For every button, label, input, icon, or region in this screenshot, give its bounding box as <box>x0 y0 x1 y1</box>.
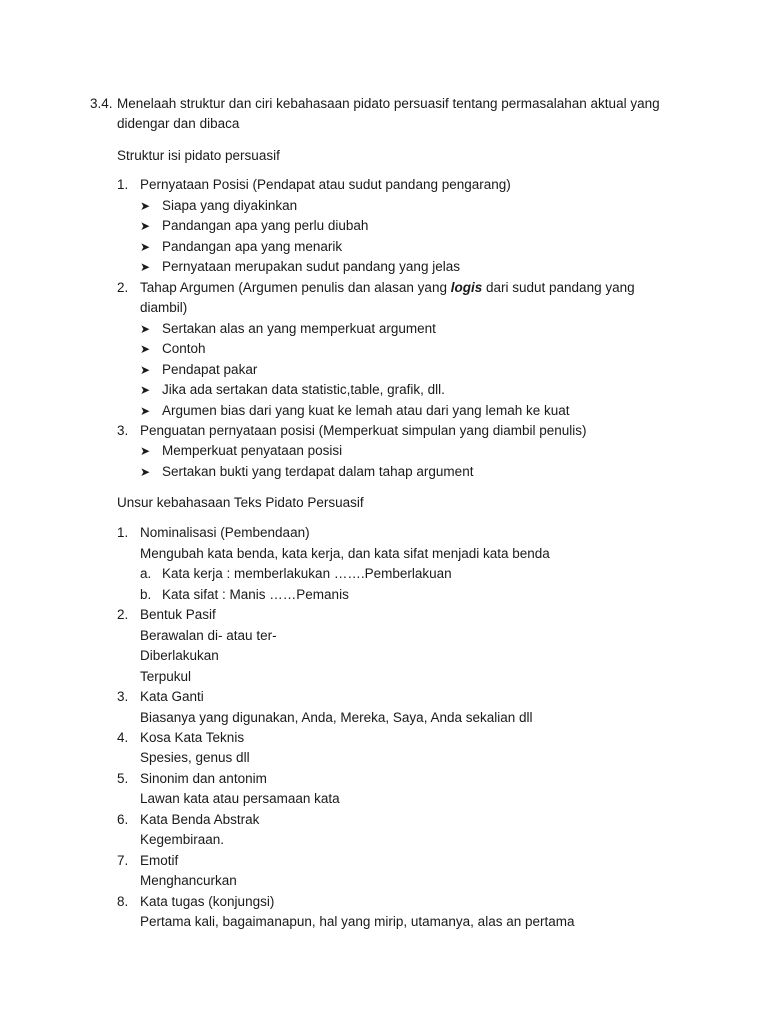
language-item-line: Terpukul <box>140 669 192 684</box>
structure-bullet: Contoh <box>162 341 206 356</box>
language-item-line: Menghancurkan <box>140 873 237 888</box>
sub-item-text: Kata sifat : Manis ……Pemanis <box>162 587 349 602</box>
structure-title: Struktur isi pidato persuasif <box>117 148 280 163</box>
structure-bullet: Jika ada sertakan data statistic,table, grafik, dll. <box>162 382 445 397</box>
structure-item-text-line2: diambil) <box>140 300 188 315</box>
structure-item-number: 3. <box>117 423 129 438</box>
language-item-line: Berawalan di- atau ter- <box>140 628 277 643</box>
arrowhead-bullet-icon: ➤ <box>140 404 151 418</box>
language-item-text: Kata Benda Abstrak <box>140 812 260 827</box>
sub-item-text: Kata kerja : memberlakukan …….Pemberlakuan <box>162 566 452 581</box>
language-item-line: Pertama kali, bagaimanapun, hal yang mirip, utamanya, alas an pertama <box>140 914 575 929</box>
language-item-text: Emotif <box>140 853 179 868</box>
structure-bullet: Pandangan apa yang perlu diubah <box>162 218 369 233</box>
arrowhead-bullet-icon: ➤ <box>140 363 151 377</box>
language-item-text: Sinonim dan antonim <box>140 771 267 786</box>
structure-bullet: Argumen bias dari yang kuat ke lemah atau dari yang lemah ke kuat <box>162 403 570 418</box>
structure-item-text-before: Tahap Argumen (Argumen penulis dan alasan yang <box>140 280 451 295</box>
language-item-number: 2. <box>117 607 129 622</box>
language-item-line: Lawan kata atau persamaan kata <box>140 791 340 806</box>
heading-line-1: Menelaah struktur dan ciri kebahasaan pidato persuasif tentang permasalahan aktual yang <box>117 96 660 111</box>
arrowhead-bullet-icon: ➤ <box>140 322 151 336</box>
structure-bullet: Memperkuat penyataan posisi <box>162 443 343 458</box>
sub-item-label: b. <box>140 587 152 602</box>
structure-item-text-after: dari sudut pandang yang <box>482 280 635 295</box>
structure-bullet: Pendapat pakar <box>162 362 258 377</box>
language-item-number: 1. <box>117 525 129 540</box>
arrowhead-bullet-icon: ➤ <box>140 383 151 397</box>
language-item-number: 7. <box>117 853 129 868</box>
language-item-line: Diberlakukan <box>140 648 219 663</box>
structure-bullet: Pandangan apa yang menarik <box>162 239 343 254</box>
structure-bullet: Siapa yang diyakinkan <box>162 198 298 213</box>
language-item-number: 8. <box>117 894 129 909</box>
structure-bullet: Sertakan alas an yang memperkuat argument <box>162 321 436 336</box>
structure-item-number: 2. <box>117 280 129 295</box>
language-item-number: 4. <box>117 730 129 745</box>
language-item-text: Bentuk Pasif <box>140 607 216 622</box>
heading-number: 3.4. <box>90 96 113 111</box>
structure-item-text: Penguatan pernyataan posisi (Memperkuat simpulan yang diambil penulis) <box>140 423 587 438</box>
arrowhead-bullet-icon: ➤ <box>140 260 151 274</box>
language-item-line: Biasanya yang digunakan, Anda, Mereka, Saya, Anda sekalian dll <box>140 710 533 725</box>
arrowhead-bullet-icon: ➤ <box>140 465 151 479</box>
language-item-line: Mengubah kata benda, kata kerja, dan kata sifat menjadi kata benda <box>140 546 550 561</box>
sub-item-label: a. <box>140 566 152 581</box>
language-item-text: Kosa Kata Teknis <box>140 730 245 745</box>
language-item-text: Kata tugas (konjungsi) <box>140 894 275 909</box>
language-title: Unsur kebahasaan Teks Pidato Persuasif <box>117 495 364 510</box>
arrowhead-bullet-icon: ➤ <box>140 342 151 356</box>
emphasis-logis: logis <box>450 280 483 295</box>
language-item-line: Spesies, genus dll <box>140 750 250 765</box>
language-item-line: Kegembiraan. <box>140 832 225 847</box>
language-item-text: Nominalisasi (Pembendaan) <box>140 525 310 540</box>
language-item-text: Kata Ganti <box>140 689 204 704</box>
arrowhead-bullet-icon: ➤ <box>140 444 151 458</box>
language-item-number: 6. <box>117 812 129 827</box>
structure-item-number: 1. <box>117 177 129 192</box>
language-item-number: 3. <box>117 689 129 704</box>
structure-item-text: Pernyataan Posisi (Pendapat atau sudut pandang pengarang) <box>140 177 511 192</box>
heading-line-2: didengar dan dibaca <box>117 116 240 131</box>
language-item-number: 5. <box>117 771 129 786</box>
arrowhead-bullet-icon: ➤ <box>140 219 151 233</box>
arrowhead-bullet-icon: ➤ <box>140 240 151 254</box>
structure-bullet: Sertakan bukti yang terdapat dalam tahap argument <box>162 464 474 479</box>
structure-item-text <box>140 278 635 298</box>
structure-bullet: Pernyataan merupakan sudut pandang yang jelas <box>162 259 460 274</box>
arrowhead-bullet-icon: ➤ <box>140 199 151 213</box>
